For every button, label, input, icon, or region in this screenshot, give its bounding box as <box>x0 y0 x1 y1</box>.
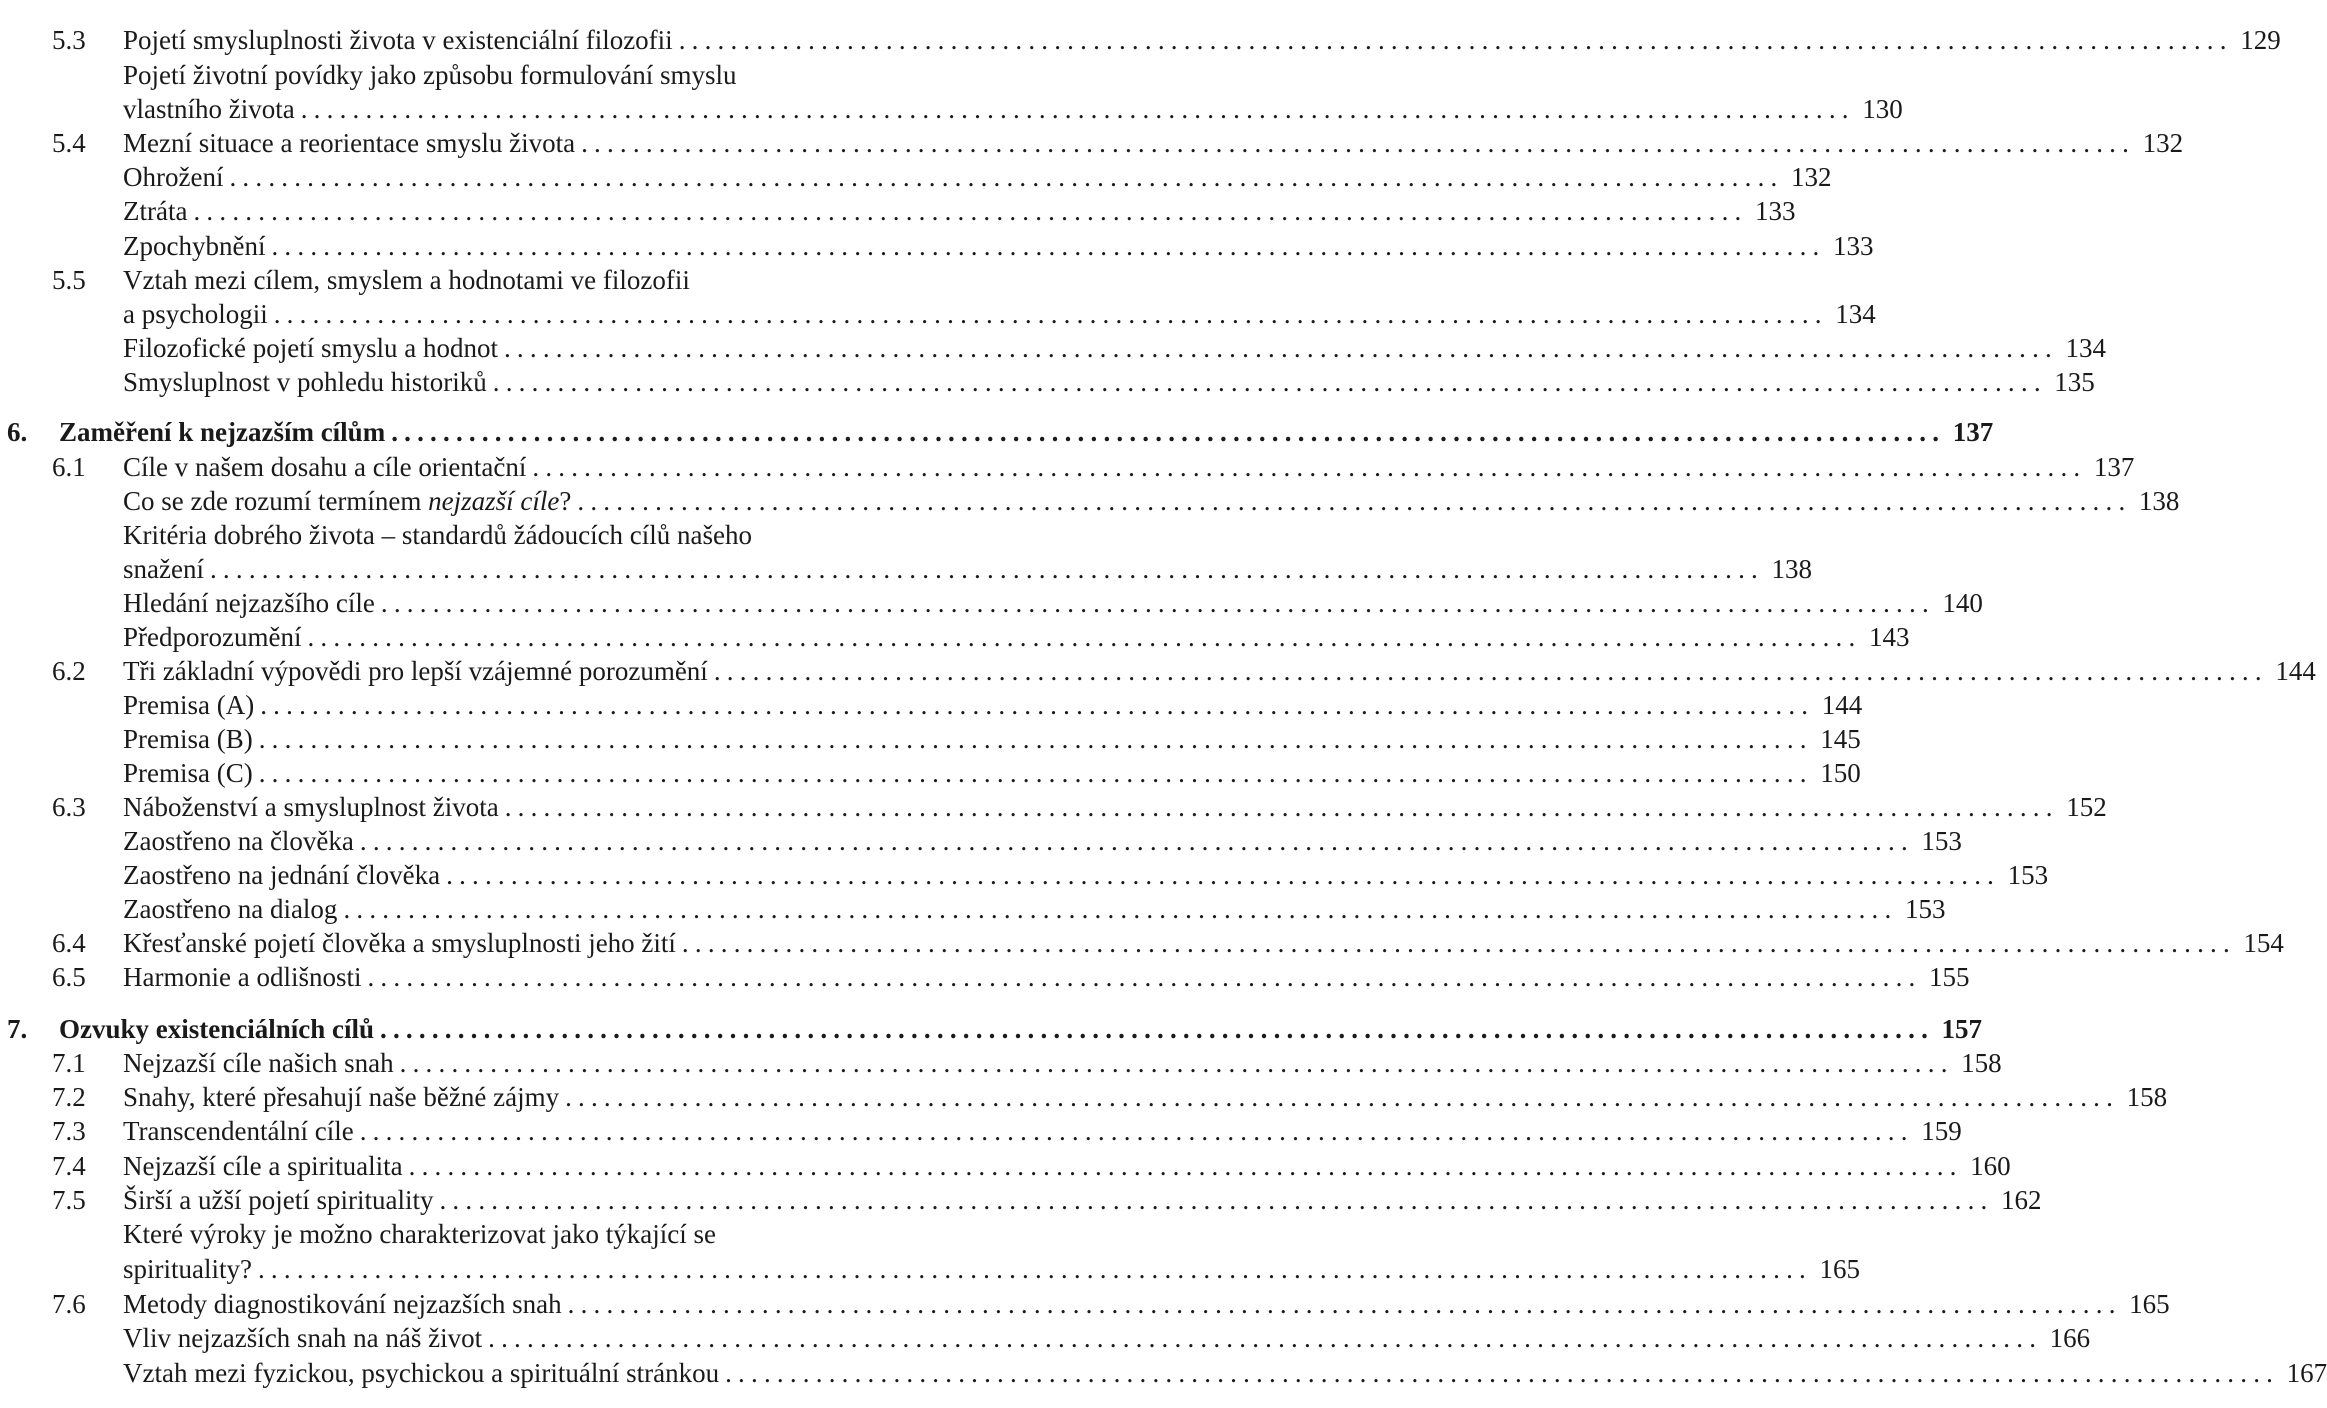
dot-leader: ........................................................................................................................ <box>380 588 1935 618</box>
toc-entry-title: Hledání nejzazšího cíle <box>123 588 375 618</box>
toc-entry[interactable] <box>0 892 1946 926</box>
toc-entry-page: 144 <box>1821 690 1863 720</box>
toc-entry-title: Premisa (B) <box>123 724 253 754</box>
dot-leader: ........................................................................................................................ <box>257 1254 1812 1284</box>
toc-entry-number: 5.3 <box>52 25 86 55</box>
dot-leader: ........................................................................................................................ <box>359 1116 1914 1146</box>
toc-entry[interactable] <box>0 1183 2042 1217</box>
toc-entry-page: 152 <box>2066 792 2107 822</box>
toc-entry-number: 6.1 <box>52 452 86 482</box>
toc-entry-title: Které výroky je možno charakterizovat jako týkající se <box>123 1219 717 1249</box>
toc-entry-page: 137 <box>1952 417 1994 447</box>
dot-leader: ........................................................................................................................ <box>193 196 1748 226</box>
toc-entry-title: Zaostřeno na dialog <box>123 894 338 924</box>
toc-entry-number: 5.5 <box>52 265 86 295</box>
toc-entry[interactable] <box>0 365 2095 399</box>
toc-entry-number: 6.4 <box>52 928 86 958</box>
dot-leader: ........................................................................................................................ <box>408 1151 1963 1181</box>
toc-entry-title: Smysluplnost v pohledu historiků <box>123 367 487 397</box>
dot-leader: ........................................................................................................................ <box>343 894 1898 924</box>
dot-leader: ........................................................................................................................ <box>260 690 1815 720</box>
toc-entry-page: 135 <box>2054 367 2095 397</box>
toc-entry-title: spirituality? <box>123 1254 252 1284</box>
toc-entry-title: Nejzazší cíle a spiritualita <box>123 1151 403 1181</box>
toc-entry-number: 7.5 <box>52 1185 86 1215</box>
toc-entry-page: 155 <box>1928 962 1970 992</box>
dot-leader: ........................................................................................................................ <box>439 1185 1994 1215</box>
toc-entry[interactable] <box>0 1012 1983 1046</box>
toc-entry-title: Metody diagnostikování nejzazších snah <box>123 1289 562 1319</box>
toc-entry-title: Vliv nejzazších snah na náš život <box>123 1323 483 1353</box>
dot-leader: ........................................................................................................................ <box>380 1014 1935 1044</box>
toc-entry[interactable] <box>0 688 1863 722</box>
toc-entry-title: Vztah mezi fyzickou, psychickou a spirituální stránkou <box>123 1358 720 1388</box>
toc-entry-title: Předporozumění <box>123 622 302 652</box>
toc-entry-page: 129 <box>2240 25 2281 55</box>
toc-entry-number: 6. <box>7 417 28 447</box>
dot-leader: ........................................................................................................................ <box>367 962 1922 992</box>
toc-entry-title: Křesťanské pojetí člověka a smysluplnosti jeho žití <box>123 928 676 958</box>
dot-leader: ........................................................................................................................ <box>567 1289 2122 1319</box>
toc-entry[interactable] <box>0 331 2106 365</box>
toc-entry-number: 5.4 <box>52 128 86 158</box>
dot-leader: ........................................................................................................................ <box>504 792 2059 822</box>
toc-entry-title: Zaměření k nejzazším cílům <box>59 417 386 447</box>
toc-entry[interactable] <box>0 722 1861 756</box>
dot-leader: ........................................................................................................................ <box>532 452 2087 482</box>
toc-entry[interactable] <box>0 263 960 297</box>
toc-entry-page: 157 <box>1941 1014 1983 1044</box>
toc-entry-page: 150 <box>1820 758 1861 788</box>
toc-entry-title: Nejzazší cíle našich snah <box>123 1048 394 1078</box>
dot-leader: ........................................................................................................................ <box>273 299 1828 329</box>
toc-entry-number: 7.6 <box>52 1289 86 1319</box>
toc-entry-title: Zaostřeno na člověka <box>123 826 354 856</box>
toc-entry[interactable] <box>0 824 1962 858</box>
dot-leader: ........................................................................................................................ <box>577 486 2132 516</box>
toc-entry-title: Ohrožení <box>123 162 224 192</box>
toc-entry[interactable] <box>0 858 2049 892</box>
toc-entry[interactable] <box>0 1252 1860 1286</box>
toc-entry-number: 7.2 <box>52 1082 86 1112</box>
toc-entry[interactable] <box>0 23 2281 57</box>
toc-entry-page: 130 <box>1862 94 1903 124</box>
toc-entry-title: vlastního života <box>123 94 295 124</box>
dot-leader: ........................................................................................................................ <box>209 554 1764 584</box>
dot-leader: ........................................................................................................................ <box>492 367 2047 397</box>
toc-entry-page: 165 <box>1819 1254 1860 1284</box>
toc-entry[interactable] <box>0 126 2184 160</box>
toc-entry-page: 138 <box>1771 554 1812 584</box>
toc-entry-page: 153 <box>2007 860 2049 890</box>
toc-entry-title: Tři základní výpovědi pro lepší vzájemné porozumění <box>123 656 708 686</box>
toc-entry-page: 132 <box>2142 128 2184 158</box>
toc-entry-title: Snahy, které přesahují naše běžné zájmy <box>123 1082 560 1112</box>
toc-entry-title: Širší a užší pojetí spirituality <box>123 1185 434 1215</box>
dot-leader: ........................................................................................................................ <box>488 1323 2043 1353</box>
dot-leader: ........................................................................................................................ <box>681 928 2236 958</box>
dot-leader: ........................................................................................................................ <box>391 417 1946 447</box>
toc-entry[interactable] <box>0 297 1876 331</box>
toc-entry-page: 145 <box>1820 724 1861 754</box>
dot-leader: ........................................................................................................................ <box>565 1082 2120 1112</box>
toc-entry[interactable] <box>0 518 960 552</box>
toc-entry-number: 7.3 <box>52 1116 86 1146</box>
toc-entry[interactable] <box>0 552 1812 586</box>
toc-entry-number: 7.1 <box>52 1048 86 1078</box>
toc-entry-title: Mezní situace a reorientace smyslu života <box>123 128 576 158</box>
toc-entry-page: 154 <box>2243 928 2284 958</box>
toc-entry-page: 143 <box>1868 622 1910 652</box>
toc-entry-title: Pojetí životní povídky jako způsobu formulování smyslu <box>123 60 737 90</box>
toc-entry-number: 6.2 <box>52 656 86 686</box>
toc-entry[interactable] <box>0 160 1832 194</box>
toc-entry-number: 6.3 <box>52 792 86 822</box>
dot-leader: ........................................................................................................................ <box>307 622 1862 652</box>
toc-entry[interactable] <box>0 58 960 92</box>
toc-entry-page: 144 <box>2275 656 2316 686</box>
dot-leader: ........................................................................................................................ <box>258 724 1813 754</box>
toc-entry-page: 137 <box>2093 452 2135 482</box>
toc-entry[interactable] <box>0 1080 2168 1114</box>
toc-entry-number: 6.5 <box>52 962 86 992</box>
toc-entry-number: 7. <box>7 1014 28 1044</box>
toc-entry-title: Pojetí smysluplnosti života v existenciální filozofii <box>123 25 673 55</box>
toc-entry[interactable] <box>0 1114 1962 1148</box>
toc-entry-title: Filozofické pojetí smyslu a hodnot <box>123 333 498 363</box>
toc-entry-page: 153 <box>1904 894 1946 924</box>
toc-entry-title: Transcendentální cíle <box>123 1116 354 1146</box>
toc-entry-title: Zpochybnění <box>123 231 266 261</box>
toc-entry-page: 133 <box>1832 231 1874 261</box>
toc-entry[interactable] <box>0 654 2316 688</box>
toc-entry[interactable] <box>0 586 1983 620</box>
toc-entry-number: 7.4 <box>52 1151 86 1181</box>
toc-entry[interactable] <box>0 1217 960 1251</box>
toc-entry[interactable] <box>0 1287 2170 1321</box>
toc-entry[interactable] <box>0 1356 2327 1390</box>
toc-entry-page: 166 <box>2049 1323 2091 1353</box>
toc-entry-title: Cíle v našem dosahu a cíle orientační <box>123 452 527 482</box>
toc-entry-page: 132 <box>1790 162 1832 192</box>
dot-leader: ........................................................................................................................ <box>271 231 1826 261</box>
toc-entry-title: Premisa (C) <box>123 758 253 788</box>
dot-leader: ........................................................................................................................ <box>725 1358 2280 1388</box>
toc-entry-page: 153 <box>1921 826 1962 856</box>
toc-entry-page: 133 <box>1754 196 1796 226</box>
dot-leader: ........................................................................................................................ <box>713 656 2268 686</box>
toc-entry-title: Co se zde rozumí termínem nejzazší cíle? <box>123 486 572 516</box>
dot-leader: ........................................................................................................................ <box>581 128 2136 158</box>
toc-entry-title: Ozvuky existenciálních cílů <box>59 1014 375 1044</box>
toc-entry-page: 158 <box>1961 1048 2002 1078</box>
toc-entry-title: Vztah mezi cílem, smyslem a hodnotami ve filozofii <box>123 265 690 295</box>
dot-leader: ........................................................................................................................ <box>678 25 2233 55</box>
toc-entry-title: Kritéria dobrého života – standardů žádoucích cílů našeho <box>123 520 753 550</box>
dot-leader: ........................................................................................................................ <box>300 94 1855 124</box>
toc-entry-title: Náboženství a smysluplnost života <box>123 792 499 822</box>
dot-leader: ........................................................................................................................ <box>359 826 1914 856</box>
toc-entry-page: 134 <box>1835 299 1876 329</box>
toc-entry-page: 165 <box>2129 1289 2170 1319</box>
toc-entry-title: Ztráta <box>123 196 188 226</box>
toc-entry[interactable] <box>0 484 2180 518</box>
dot-leader: ........................................................................................................................ <box>503 333 2058 363</box>
dot-leader: ........................................................................................................................ <box>229 162 1784 192</box>
toc-entry[interactable] <box>0 450 2135 484</box>
toc-entry-page: 140 <box>1942 588 1983 618</box>
toc-entry-page: 159 <box>1921 1116 1962 1146</box>
toc-entry[interactable] <box>0 1321 2091 1355</box>
toc-entry[interactable] <box>0 790 2107 824</box>
toc-entry-page: 167 <box>2286 1358 2327 1388</box>
toc-entry[interactable] <box>0 415 1994 449</box>
toc-entry[interactable] <box>0 1149 2011 1183</box>
toc-entry[interactable] <box>0 92 1903 126</box>
toc-entry-page: 160 <box>1970 1151 2011 1181</box>
toc-entry-title: Zaostřeno na jednání člověka <box>123 860 441 890</box>
toc-entry[interactable] <box>0 229 1874 263</box>
toc-entry[interactable] <box>0 620 1910 654</box>
toc-entry-title: Premisa (A) <box>123 690 255 720</box>
toc-entry[interactable] <box>0 1046 2002 1080</box>
dot-leader: ........................................................................................................................ <box>399 1048 1954 1078</box>
toc-entry-title: Harmonie a odlišnosti <box>123 962 362 992</box>
toc-entry-page: 162 <box>2000 1185 2042 1215</box>
toc-entry-title: snažení <box>123 554 204 584</box>
toc-entry[interactable] <box>0 960 1970 994</box>
toc-entry[interactable] <box>0 194 1796 228</box>
toc-entry-page: 138 <box>2138 486 2180 516</box>
toc-entry[interactable] <box>0 756 1861 790</box>
toc-entry-page: 134 <box>2065 333 2106 363</box>
toc-entry[interactable] <box>0 926 2284 960</box>
toc-entry-page: 158 <box>2126 1082 2168 1112</box>
dot-leader: ........................................................................................................................ <box>258 758 1813 788</box>
dot-leader: ........................................................................................................................ <box>446 860 2001 890</box>
toc-entry-title: a psychologii <box>123 299 268 329</box>
